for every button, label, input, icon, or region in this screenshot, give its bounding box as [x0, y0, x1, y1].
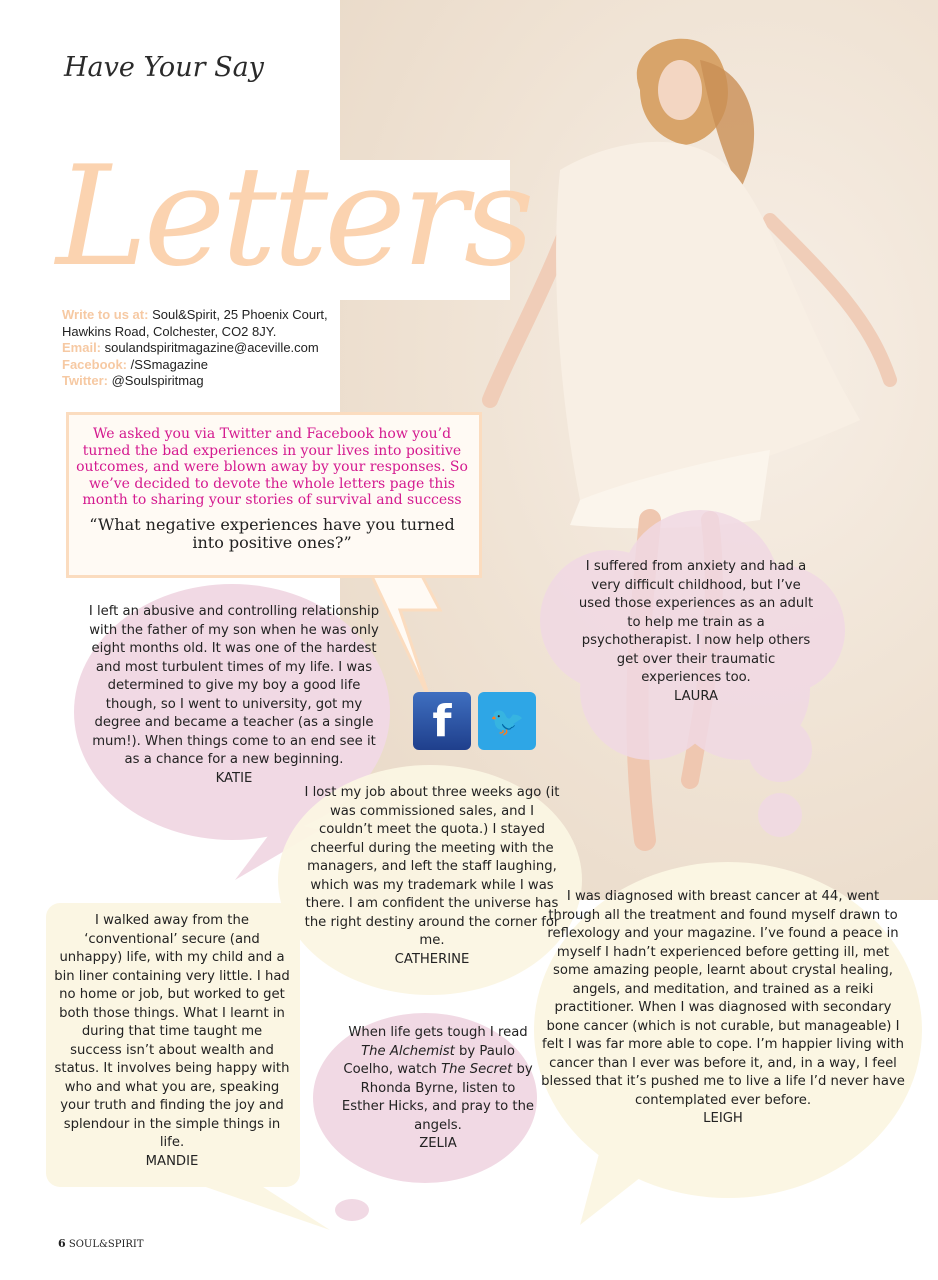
- zelia-bubble-dot: [335, 1199, 369, 1221]
- letter-catherine: [302, 784, 562, 969]
- intro-text: We asked you via Twitter and Facebook how you’d turned the bad experiences in your lives into positive outcomes, and were blown away by your responses. So we’ve decided to devote the whole letters page this month to sharing your stories of survival and success: [76, 426, 468, 508]
- page-number: 6: [58, 1237, 66, 1250]
- page-footer: [58, 1237, 144, 1250]
- letter-zelia-name: ZELIA: [419, 1136, 457, 1151]
- facebook-icon[interactable]: f: [413, 692, 471, 750]
- twitter-label: Twitter:: [62, 373, 108, 388]
- letter-zelia: [338, 1024, 538, 1154]
- question-text: “What negative experiences have you turned into positive ones?”: [89, 515, 455, 552]
- page-title: Letters: [56, 136, 531, 297]
- mandie-bubble-tail: [200, 1185, 330, 1230]
- section-kicker: Have Your Say: [64, 52, 264, 83]
- twitter-icon[interactable]: 🐦: [478, 692, 536, 750]
- twitter-handle[interactable]: @Soulspiritmag: [111, 373, 204, 388]
- letter-catherine-text: I lost my job about three weeks ago (it was commissioned sales, and I couldn’t meet the quota.) I stayed cheerful during the meeting with the managers, and left the staff laughing, which was my trademark while I was there. I am confident the universe has the right destiny around the corner for me.: [304, 785, 560, 948]
- facebook-label: Facebook:: [62, 356, 128, 372]
- contact-address-2: Hawkins Road, Colchester, CO2 8JY.: [62, 323, 277, 339]
- magazine-name: SOUL&SPIRIT: [68, 1239, 144, 1250]
- letter-zelia-text-1: When life gets tough I read: [348, 1025, 528, 1040]
- facebook-handle[interactable]: /SSmagazine: [130, 356, 208, 372]
- letter-zelia-text-3: by Rhonda Byrne, listen to Esther Hicks, and pray to the angels.: [341, 1062, 535, 1133]
- letter-mandie-name: MANDIE: [145, 1153, 199, 1169]
- letter-zelia-book-2: The Secret: [441, 1062, 513, 1077]
- write-value: Soul&Spirit, 25 Phoenix Court,: [152, 307, 328, 322]
- letter-laura-text: I suffered from anxiety and had a very difficult childhood, but I’ve used those experiences as an adult to help me train as a psychotherapist. I now help others get over their traumatic experiences too.: [578, 559, 814, 685]
- email-link[interactable]: soulandspiritmagazine@aceville.com: [104, 340, 319, 355]
- letter-zelia-book-1: The Alchemist: [361, 1043, 455, 1059]
- write-label: Write to us at:: [62, 307, 149, 322]
- letter-zelia-text-2: by Paulo Coelho, watch: [343, 1043, 515, 1077]
- letter-laura: [578, 558, 814, 706]
- letter-laura-name: LAURA: [674, 688, 718, 704]
- letter-katie-name: KATIE: [215, 770, 253, 786]
- letter-leigh-text: I was diagnosed with breast cancer at 44, went through all the treatment and found myself drawn to reflexology and your magazine. I’ve found a peace in myself I hadn’t experienced before getting ill, met some amazing people, learnt about crystal healing, angels, and meditation, and trained as a reiki practitioner. When I was diagnosed with secondary bone cancer (which is not curable, but manageable) I felt I was far more able to cope. I’m happier living with cancer than I ever was before it, and, in a way, I feel blessed that it’s pushed me to live a life I’d never have contemplated ever before.: [541, 889, 905, 1108]
- letter-mandie: [54, 912, 290, 1171]
- letter-katie-text: I left an abusive and controlling relationship with the father of my son when he was only eight months old. It was one of the hardest and most turbulent times of my life. I was determined to give my boy a good life though, so I went to university, got my degree and became a teacher (as a single mum!). When things come to an end see it as a chance for a new beginning.: [88, 604, 380, 767]
- letter-mandie-text: I walked away from the ‘conventional’ secure (and unhappy) life, with my child and a bin liner containing very little. I had no home or job, but worked to get both those things. What I learnt in during that time taught me success isn’t about wealth and status. It involves being happy with who and what you are, speaking your truth and finding the joy and splendour in the simple things in life.: [54, 913, 290, 1150]
- letter-katie: [84, 603, 384, 788]
- email-label: Email:: [62, 340, 102, 355]
- letter-leigh-name: LEIGH: [703, 1111, 743, 1126]
- letter-leigh: [540, 888, 906, 1129]
- letter-catherine-name: CATHERINE: [394, 951, 470, 967]
